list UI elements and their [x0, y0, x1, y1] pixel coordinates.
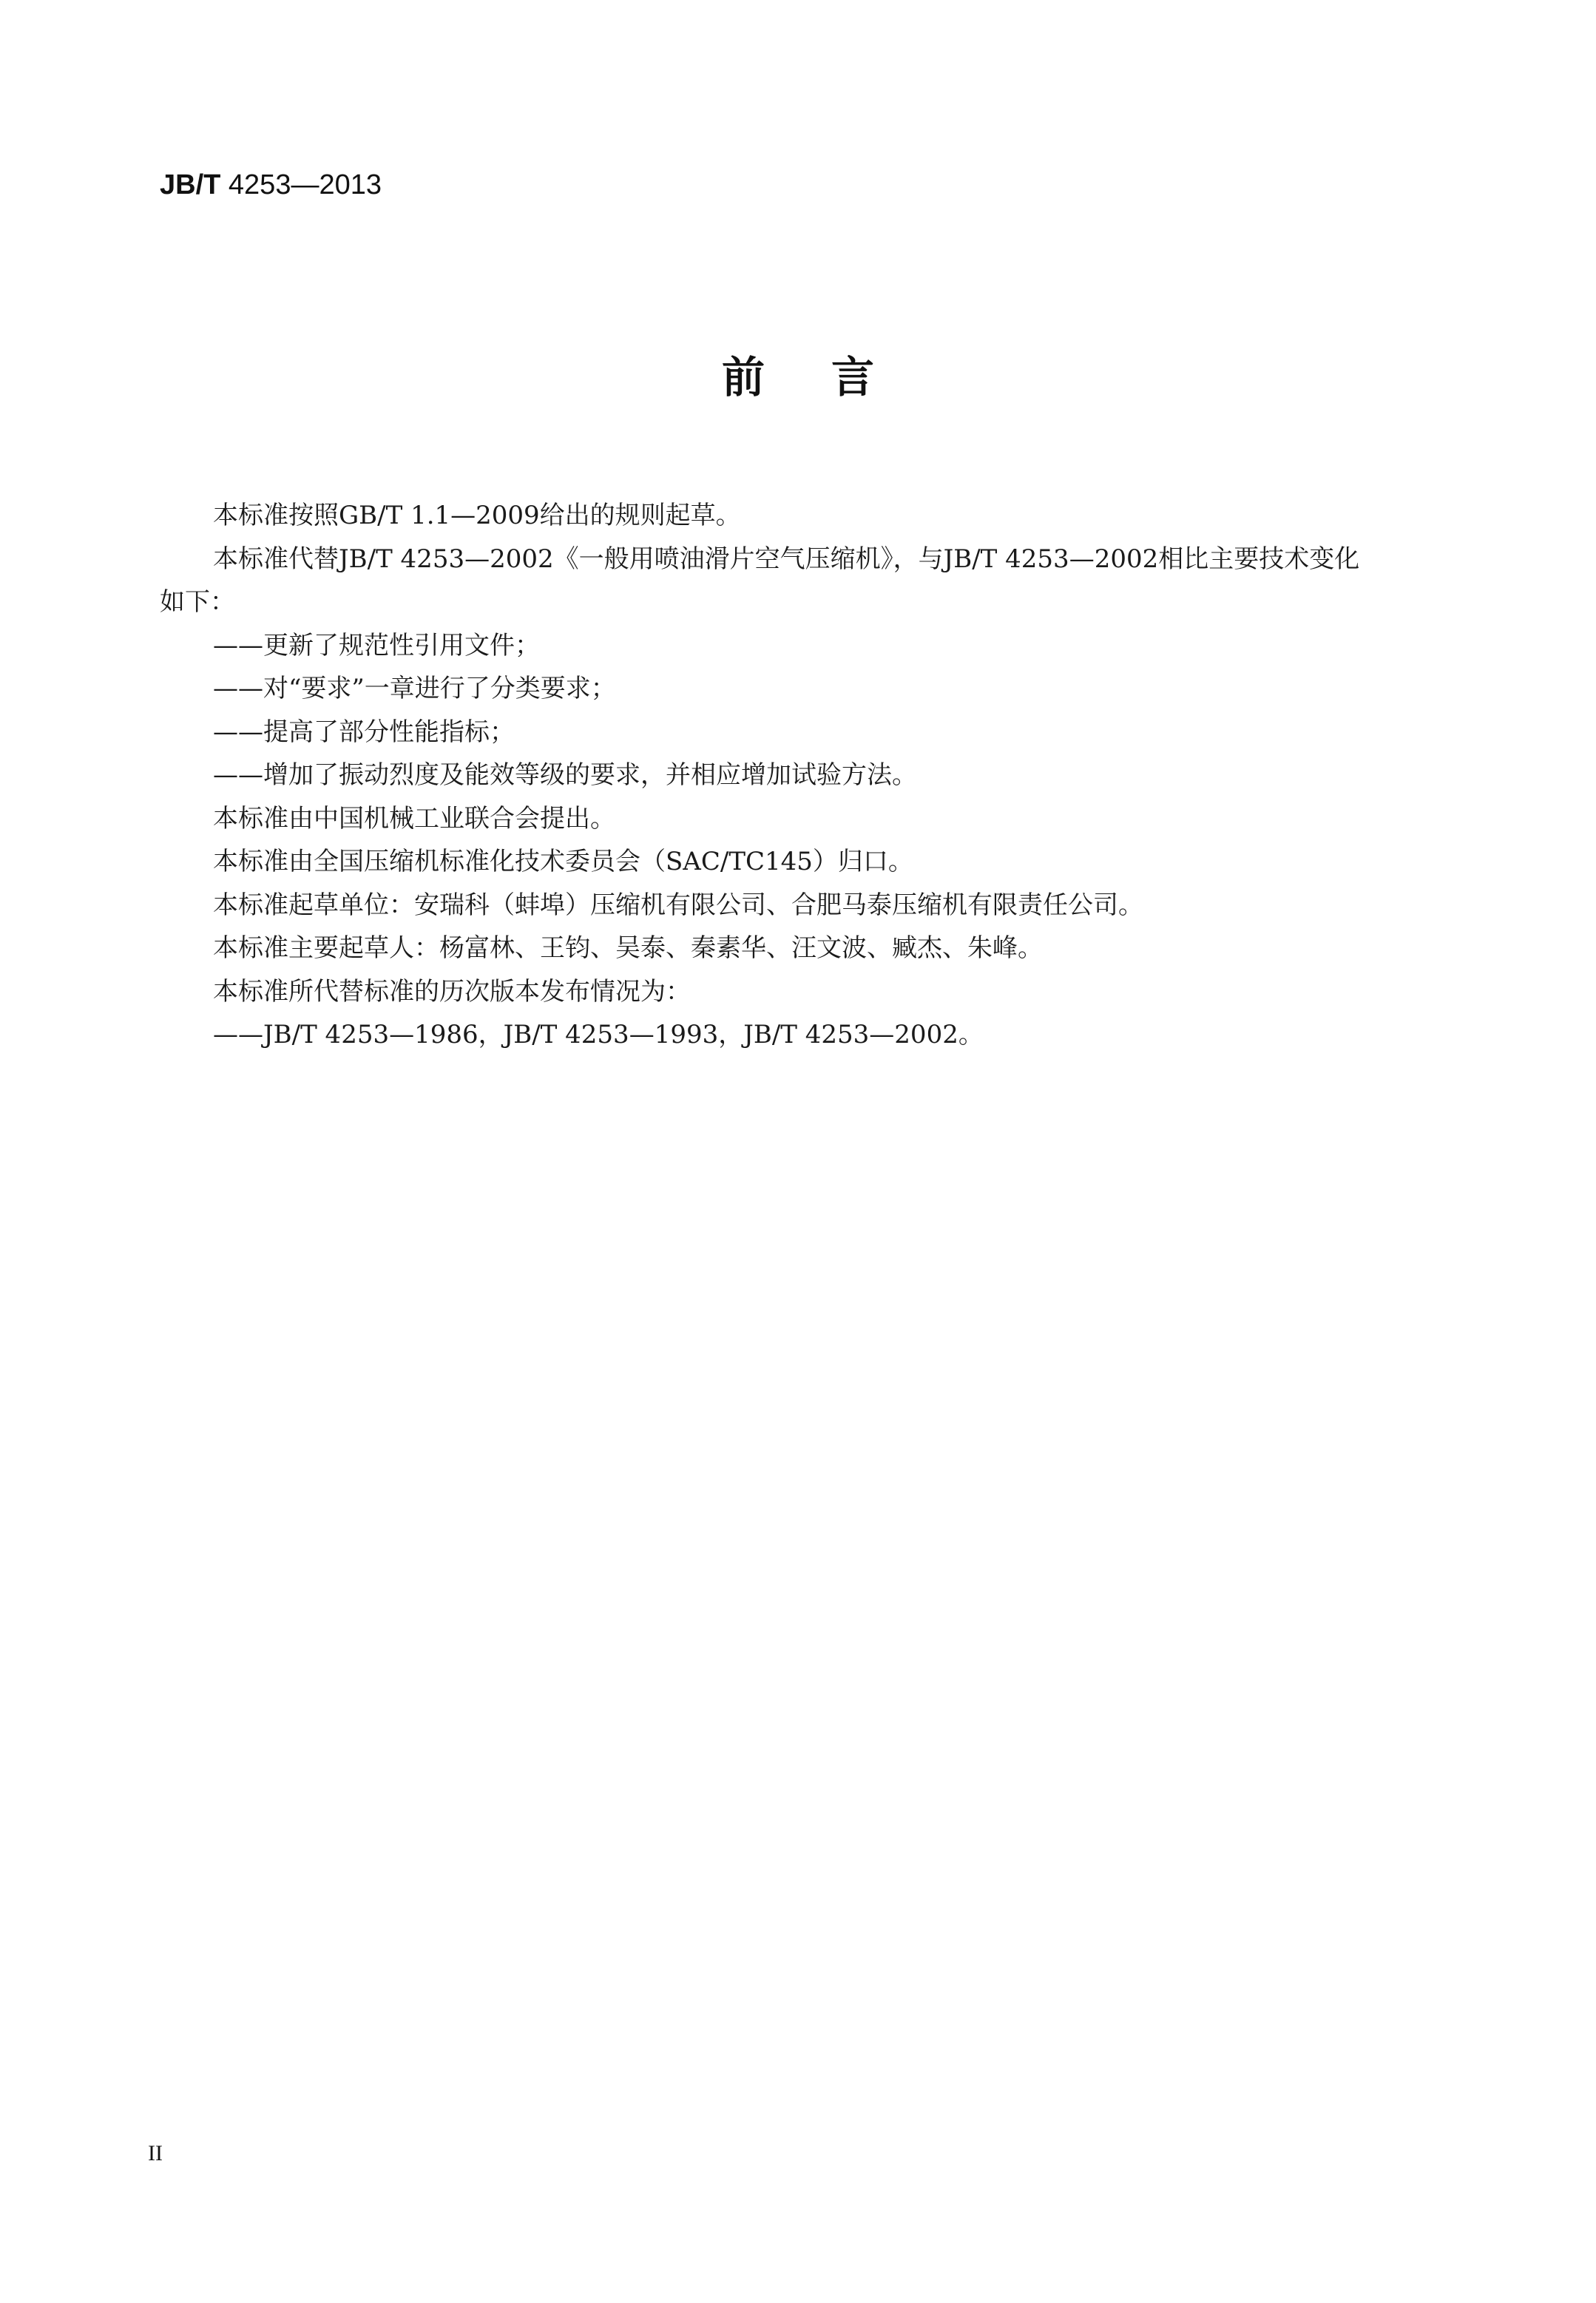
page-title: 前言	[721, 352, 941, 402]
change-item: ——更新了规范性引用文件；	[213, 630, 540, 660]
paragraph-drafting-rules: 本标准按照GB/T 1.1—2009给出的规则起草。	[213, 501, 741, 530]
change-item: ——增加了振动烈度及能效等级的要求，并相应增加试验方法。	[213, 760, 917, 790]
change-item: ——提高了部分性能指标；	[213, 717, 515, 747]
standard-code-prefix: JB/T	[160, 169, 221, 200]
foreword-body	[160, 494, 1447, 1057]
paragraph-proposer: 本标准由中国机械工业联合会提出。	[213, 803, 615, 833]
history-item: ——JB/T 4253—1986，JB/T 4253—1993，JB/T 4253—2002。	[213, 1020, 984, 1049]
paragraph-replaces: 本标准代替JB/T 4253—2002《一般用喷油滑片空气压缩机》，与JB/T 4253—2002相比主要技术变化	[213, 544, 1360, 574]
change-item: ——对“要求”一章进行了分类要求；	[213, 674, 616, 703]
paragraph-drafters: 本标准主要起草人：杨富林、王钧、吴泰、秦素华、汪文波、臧杰、朱峰。	[213, 933, 1043, 963]
standard-code	[160, 164, 382, 206]
standard-code-number: 4253—2013	[220, 169, 382, 200]
paragraph-history-intro: 本标准所代替标准的历次版本发布情况为：	[213, 976, 691, 1007]
paragraph-replaces-continued: 如下：	[160, 587, 235, 617]
paragraph-drafting-units: 本标准起草单位：安瑞科（蚌埠）压缩机有限公司、合肥马泰压缩机有限责任公司。	[213, 890, 1143, 920]
paragraph-administrator: 本标准由全国压缩机标准化技术委员会（SAC/TC145）归口。	[213, 847, 913, 876]
page-number: II	[148, 2141, 163, 2165]
